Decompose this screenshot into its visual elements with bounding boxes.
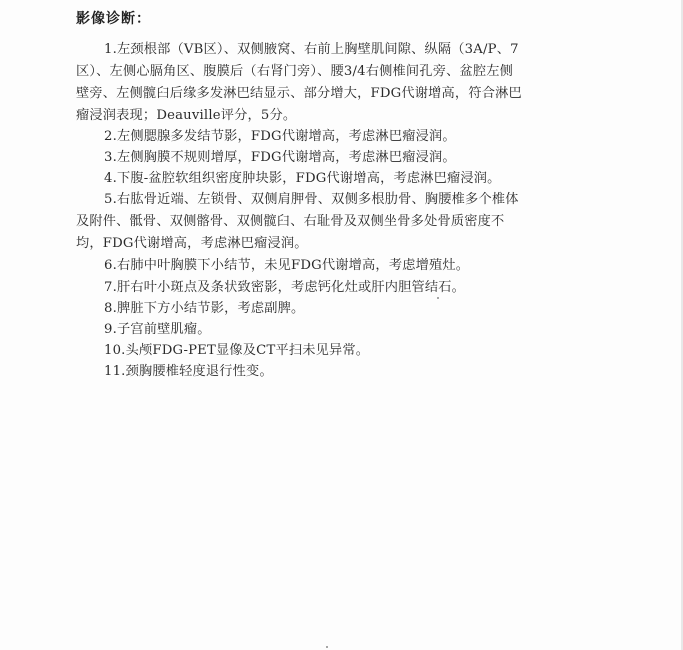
scan-speck: [326, 646, 328, 648]
diagnosis-line: 9.子宫前壁肌瘤。: [104, 322, 211, 337]
diagnosis-line: 6.右肺中叶胸膜下小结节，未见FDG代谢增高，考虑增殖灶。: [104, 258, 470, 273]
diagnosis-line: 10.头颅FDG-PET显像及CT平扫未见异常。: [104, 343, 370, 358]
diagnosis-line: 11.颈胸腰椎轻度退行性变。: [104, 364, 273, 379]
diagnosis-line: 4.下腹-盆腔软组织密度肿块影，FDG代谢增高，考虑淋巴瘤浸润。: [104, 171, 501, 186]
diagnosis-line: 区）、左侧心膈角区、腹膜后（右肾门旁）、腰3/4右侧椎间孔旁、盆腔左侧: [76, 64, 514, 79]
diagnosis-line: 7.肝右叶小斑点及条状致密影，考虑钙化灶或肝内胆管结石。: [104, 280, 466, 295]
diagnosis-line: 及附件、骶骨、双侧髂骨、双侧髋臼、右耻骨及双侧坐骨多处骨质密度不: [76, 214, 505, 229]
section-title: 影像诊断：: [76, 11, 151, 27]
diagnosis-line: 5.右肱骨近端、左锁骨、双侧肩胛骨、双侧多根肋骨、胸腰椎多个椎体: [104, 192, 519, 207]
scan-speck: [437, 297, 439, 299]
diagnosis-line: 2.左侧腮腺多发结节影，FDG代谢增高，考虑淋巴瘤浸润。: [104, 129, 456, 144]
diagnosis-line: 瘤浸润表现；Deauville评分，5分。: [76, 108, 297, 123]
diagnosis-line: 均，FDG代谢增高，考虑淋巴瘤浸润。: [76, 236, 308, 251]
diagnosis-line: 8.脾脏下方小结节影，考虑副脾。: [104, 301, 305, 316]
diagnosis-line: 3.左侧胸膜不规则增厚，FDG代谢增高，考虑淋巴瘤浸润。: [104, 150, 456, 165]
diagnosis-line: 1.左颈根部（VB区）、双侧腋窝、右前上胸壁肌间隙、纵隔（3A/P、7: [104, 42, 519, 57]
diagnosis-line: 壁旁、左侧髋臼后缘多发淋巴结显示、部分增大，FDG代谢增高，符合淋巴: [76, 86, 522, 101]
